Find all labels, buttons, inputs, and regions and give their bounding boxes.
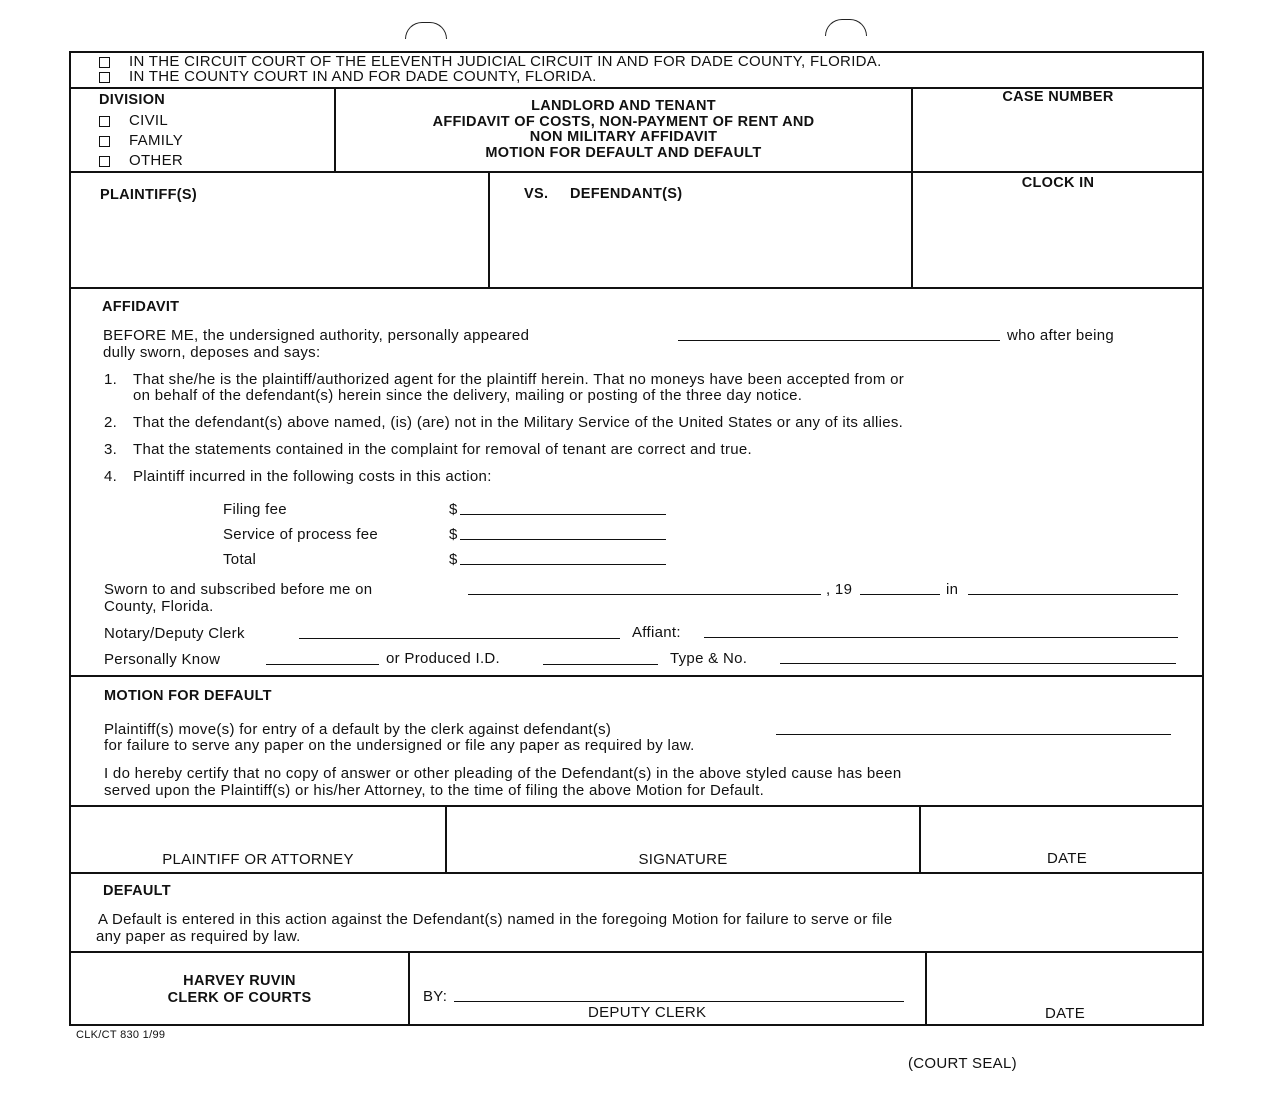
motion-text: Plaintiff(s) move(s) for entry of a default by the clerk against defendant(s) <box>104 721 612 738</box>
clerk-block <box>71 973 408 1007</box>
motion-text: for failure to serve any paper on the undersigned or file any paper as required by law. <box>104 737 695 754</box>
personally-know-field[interactable] <box>266 664 379 665</box>
form-title <box>336 99 911 161</box>
plaintiffs-field[interactable] <box>73 210 485 284</box>
circuit-court-checkbox[interactable] <box>99 57 110 68</box>
dollar-sign: $ <box>449 501 458 518</box>
notary-field[interactable] <box>299 638 620 639</box>
filing-fee-field[interactable] <box>460 514 666 515</box>
year-prefix: , 19 <box>826 581 853 598</box>
deputy-clerk-label: DEPUTY CLERK <box>588 1004 707 1021</box>
signature-label: SIGNATURE <box>638 851 728 868</box>
punch-hole-right-icon <box>825 19 867 36</box>
clerk-date-label: DATE <box>1044 1005 1086 1022</box>
in-label: in <box>946 581 959 598</box>
sworn-label: Sworn to and subscribed before me on <box>104 581 373 598</box>
notary-label: Notary/Deputy Clerk <box>104 625 245 642</box>
item-text: Plaintiff incurred in the following costs in this action: <box>133 468 492 485</box>
title-line: AFFIDAVIT OF COSTS, NON-PAYMENT OF RENT AND <box>432 113 815 130</box>
county-florida-label: County, Florida. <box>104 598 214 615</box>
signature-field[interactable] <box>449 808 916 848</box>
circuit-court-label: IN THE CIRCUIT COURT OF THE ELEVENTH JUDICIAL CIRCUIT IN AND FOR DADE COUNTY, FLORIDA. <box>129 53 882 70</box>
by-label: BY: <box>423 988 448 1005</box>
county-field[interactable] <box>968 594 1178 595</box>
item-number: 4. <box>104 468 118 485</box>
clerk-title: CLERK OF COURTS <box>167 990 312 1006</box>
punch-hole-left-icon <box>405 22 447 39</box>
affiant-name-field[interactable] <box>678 340 1000 341</box>
other-label: OTHER <box>129 152 183 169</box>
civil-checkbox[interactable] <box>99 116 110 127</box>
plaintiffs-label: PLAINTIFF(S) <box>100 187 198 203</box>
plaintiff-attorney-label: PLAINTIFF OR ATTORNEY <box>162 851 354 868</box>
court-seal-label: (COURT SEAL) <box>908 1055 1017 1072</box>
service-fee-field[interactable] <box>460 539 666 540</box>
title-line: MOTION FOR DEFAULT AND DEFAULT <box>485 144 762 161</box>
clock-in-field[interactable] <box>915 195 1200 284</box>
item-number: 2. <box>104 414 118 431</box>
defendants-label: DEFENDANT(S) <box>570 186 683 202</box>
total-field[interactable] <box>460 564 666 565</box>
deputy-clerk-signature-field[interactable] <box>454 1001 904 1002</box>
family-label: FAMILY <box>129 132 184 149</box>
default-heading: DEFAULT <box>103 883 171 899</box>
clerk-date-field[interactable] <box>929 955 1199 1000</box>
title-line: LANDLORD AND TENANT <box>531 98 716 114</box>
affiant-label: Affiant: <box>632 624 681 641</box>
item-text: That she/he is the plaintiff/authorized agent for the plaintiff herein. That no moneys have been accepted from or <box>133 371 905 388</box>
service-fee-label: Service of process fee <box>223 526 379 543</box>
default-text: any paper as required by law. <box>96 928 301 945</box>
dollar-sign: $ <box>449 551 458 568</box>
item-text: on behalf of the defendant(s) herein since the delivery, mailing or posting of the three day notice. <box>133 387 803 404</box>
affidavit-intro: BEFORE ME, the undersigned authority, personally appeared <box>103 327 530 344</box>
filing-fee-label: Filing fee <box>223 501 287 518</box>
affiant-field[interactable] <box>704 637 1178 638</box>
form-number: CLK/CT 830 1/99 <box>76 1029 166 1041</box>
affidavit-intro-end: who after being <box>1007 327 1115 344</box>
default-text: A Default is entered in this action against the Defendant(s) named in the foregoing Motion for failure to serve or file <box>98 911 893 928</box>
item-text: That the statements contained in the complaint for removal of tenant are correct and true. <box>133 441 752 458</box>
case-number-field[interactable] <box>915 110 1200 168</box>
clerk-name: HARVEY RUVIN <box>183 973 296 989</box>
certify-text: served upon the Plaintiff(s) or his/her Attorney, to the time of filing the above Motion for Default. <box>104 782 765 799</box>
civil-label: CIVIL <box>129 112 169 129</box>
case-number-label: CASE NUMBER <box>1002 89 1114 105</box>
title-line: NON MILITARY AFFIDAVIT <box>529 129 718 145</box>
county-court-checkbox[interactable] <box>99 72 110 83</box>
sworn-date-field[interactable] <box>468 594 821 595</box>
division-label: DIVISION <box>99 92 166 108</box>
other-checkbox[interactable] <box>99 156 110 167</box>
certify-text: I do hereby certify that no copy of answer or other pleading of the Defendant(s) in the above styled cause has been <box>104 765 902 782</box>
total-label: Total <box>223 551 257 568</box>
clock-in-label: CLOCK IN <box>1021 175 1095 191</box>
motion-date-label: DATE <box>1046 850 1088 867</box>
county-court-label: IN THE COUNTY COURT IN AND FOR DADE COUNTY, FLORIDA. <box>129 68 597 85</box>
family-checkbox[interactable] <box>99 136 110 147</box>
item-number: 3. <box>104 441 118 458</box>
motion-heading: MOTION FOR DEFAULT <box>104 688 272 704</box>
dollar-sign: $ <box>449 526 458 543</box>
affidavit-intro-line2: dully sworn, deposes and says: <box>103 344 321 361</box>
item-text: That the defendant(s) above named, (is) (are) not in the Military Service of the United States or any of its allies. <box>133 414 904 431</box>
type-no-field[interactable] <box>780 663 1176 664</box>
produced-id-label: or Produced I.D. <box>386 650 501 667</box>
defendants-field[interactable] <box>492 210 908 284</box>
vs-label: VS. <box>524 186 549 202</box>
affidavit-heading: AFFIDAVIT <box>102 299 180 315</box>
type-no-label: Type & No. <box>670 650 748 667</box>
personally-know-label: Personally Know <box>104 651 221 668</box>
item-number: 1. <box>104 371 118 388</box>
motion-defendants-field[interactable] <box>776 734 1171 735</box>
motion-date-field[interactable] <box>923 808 1199 848</box>
plaintiff-attorney-field[interactable] <box>73 808 442 848</box>
sworn-year-field[interactable] <box>860 594 940 595</box>
produced-id-field[interactable] <box>543 664 658 665</box>
